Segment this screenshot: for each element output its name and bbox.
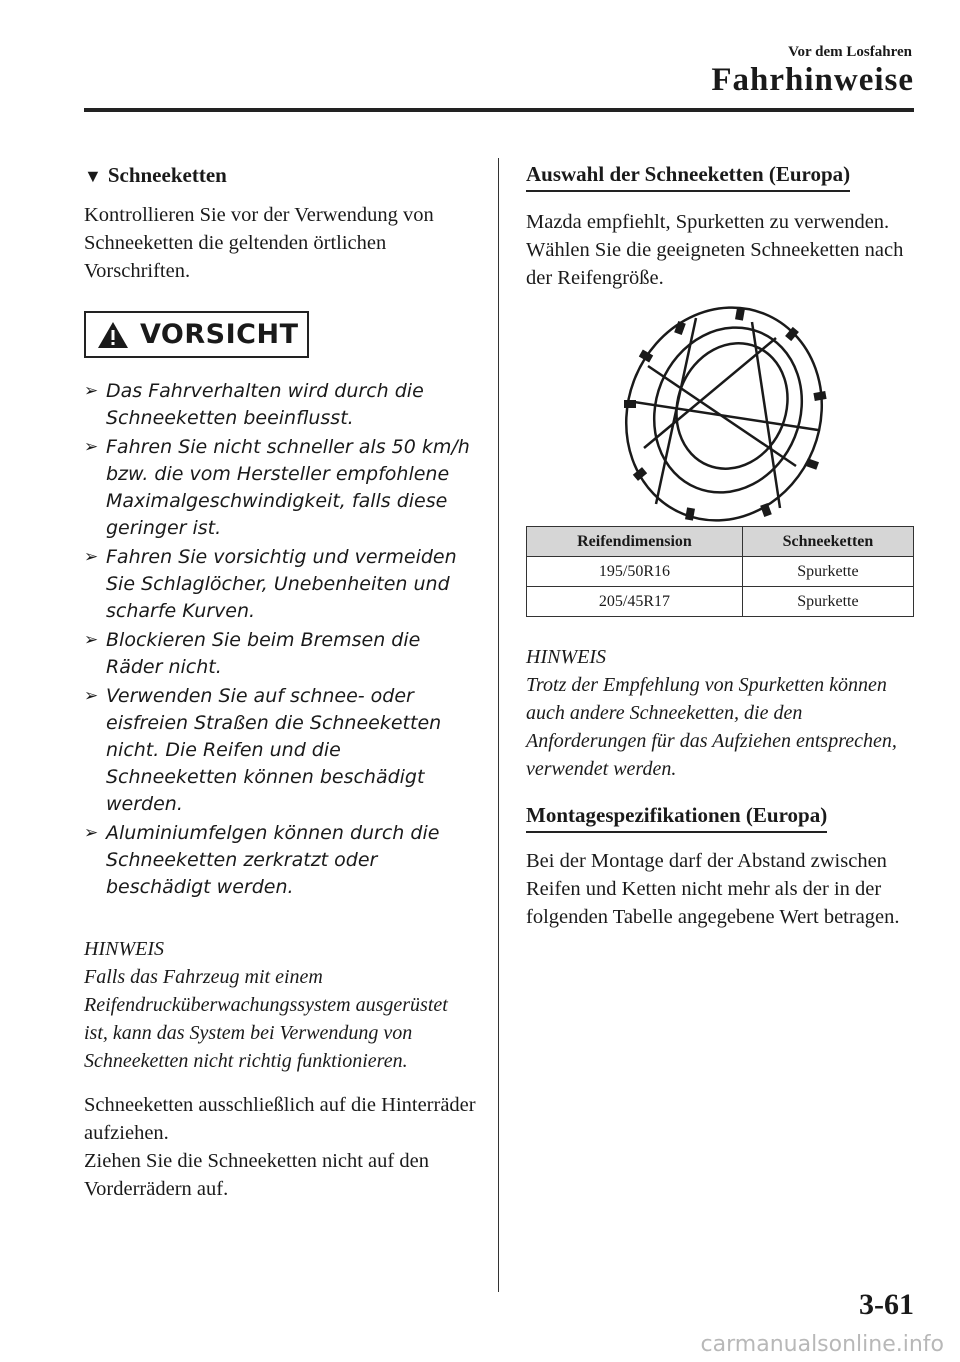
- front-wheels-paragraph: Ziehen Sie die Schneeketten nicht auf den Vorderrädern auf.: [84, 1150, 429, 1200]
- watermark: carmanualsonline.info: [700, 1332, 944, 1357]
- table-cell: 205/45R17: [527, 587, 743, 617]
- arrow-bullet-icon: ➢: [84, 547, 99, 567]
- warning-bullet-item: [84, 683, 476, 818]
- snow-chain-illustration: [526, 298, 914, 526]
- table-row: [527, 557, 914, 587]
- note-text: Falls das Fahrzeug mit einem Reifendrucküberwachungssystem ausgerüstet ist, kann das System bei Verwendung von Schneeketten nicht richtig funktionieren.: [84, 966, 448, 1072]
- arrow-bullet-icon: ➢: [84, 686, 99, 706]
- subheading-selection: Auswahl der Schneeketten (Europa): [526, 160, 850, 192]
- table-cell: 195/50R16: [527, 557, 743, 587]
- table-row: [527, 587, 914, 617]
- section-heading-text: Schneeketten: [107, 163, 227, 187]
- note-text: Trotz der Empfehlung von Spurketten können auch andere Schneeketten, die den Anforderungen für das Aufziehen entsprechen, verwendet werden.: [526, 674, 897, 780]
- warning-label: VORSICHT: [140, 319, 299, 350]
- arrow-bullet-icon: ➢: [84, 630, 99, 650]
- warning-bullet-item: [84, 627, 476, 681]
- bullet-text: Fahren Sie vorsichtig und vermeiden Sie Schlaglöcher, Unebenheiten und scharfe Kurven.: [106, 546, 457, 622]
- table-header-row: [527, 527, 914, 557]
- note-title: HINWEIS: [84, 938, 164, 960]
- warning-triangle-icon: [96, 320, 130, 350]
- bullet-text: Aluminiumfelgen können durch die Schneeketten zerkratzt oder beschädigt werden.: [106, 822, 440, 898]
- table-cell: Spurkette: [742, 587, 913, 617]
- selection-paragraph: Mazda empfiehlt, Spurketten zu verwenden. Wählen Sie die geeigneten Schneeketten nach der Reifengröße.: [526, 211, 904, 289]
- tire-chain-table: [526, 526, 914, 617]
- table-header-cell: Reifendimension: [527, 527, 743, 557]
- bullet-text: Fahren Sie nicht schneller als 50 km/h bzw. die vom Hersteller empfohlene Maximalgeschwindigkeit, falls diese geringer ist.: [106, 436, 470, 539]
- header-rule: [84, 108, 914, 112]
- arrow-bullet-icon: ➢: [84, 437, 99, 457]
- warning-bullet-item: [84, 820, 476, 901]
- table-cell: Spurkette: [742, 557, 913, 587]
- section-heading-schneeketten: [84, 160, 476, 191]
- page-number: 3-61: [859, 1288, 914, 1321]
- arrow-bullet-icon: ➢: [84, 823, 99, 843]
- bullet-text: Das Fahrverhalten wird durch die Schneeketten beeinflusst.: [106, 380, 424, 429]
- note-title: HINWEIS: [526, 646, 606, 668]
- rear-wheels-paragraph: Schneeketten ausschließlich auf die Hinterräder aufziehen.: [84, 1094, 476, 1144]
- warning-bullet-item: [84, 544, 476, 625]
- mounting-paragraph: Bei der Montage darf der Abstand zwischen Reifen und Ketten nicht mehr als der in der folgenden Tabelle angegebene Wert betragen.: [526, 850, 900, 928]
- warning-bullet-list: [84, 378, 476, 901]
- warning-bullet-item: [84, 434, 476, 542]
- header-section-label: Vor dem Losfahren: [788, 44, 912, 60]
- warning-box: [84, 311, 309, 358]
- bullet-text: Verwenden Sie auf schnee- oder eisfreien Straßen die Schneeketten nicht. Die Reifen und die Schneeketten können beschädigt werden.: [106, 685, 442, 815]
- header-chapter-title: Fahrhinweise: [711, 62, 914, 98]
- table-header-cell: Schneeketten: [742, 527, 913, 557]
- snow-chain-icon: [526, 298, 914, 526]
- arrow-bullet-icon: ➢: [84, 381, 99, 401]
- warning-bullet-item: [84, 378, 476, 432]
- intro-paragraph: Kontrollieren Sie vor der Verwendung von Schneeketten die geltenden örtlichen Vorschriften.: [84, 204, 434, 282]
- subheading-mounting: Montagespezifikationen (Europa): [526, 801, 827, 833]
- column-divider: [498, 158, 499, 1292]
- triangle-down-icon: ▼: [84, 166, 102, 186]
- right-column: [526, 160, 918, 931]
- bullet-text: Blockieren Sie beim Bremsen die Räder nicht.: [106, 629, 421, 678]
- left-column: [84, 160, 476, 1203]
